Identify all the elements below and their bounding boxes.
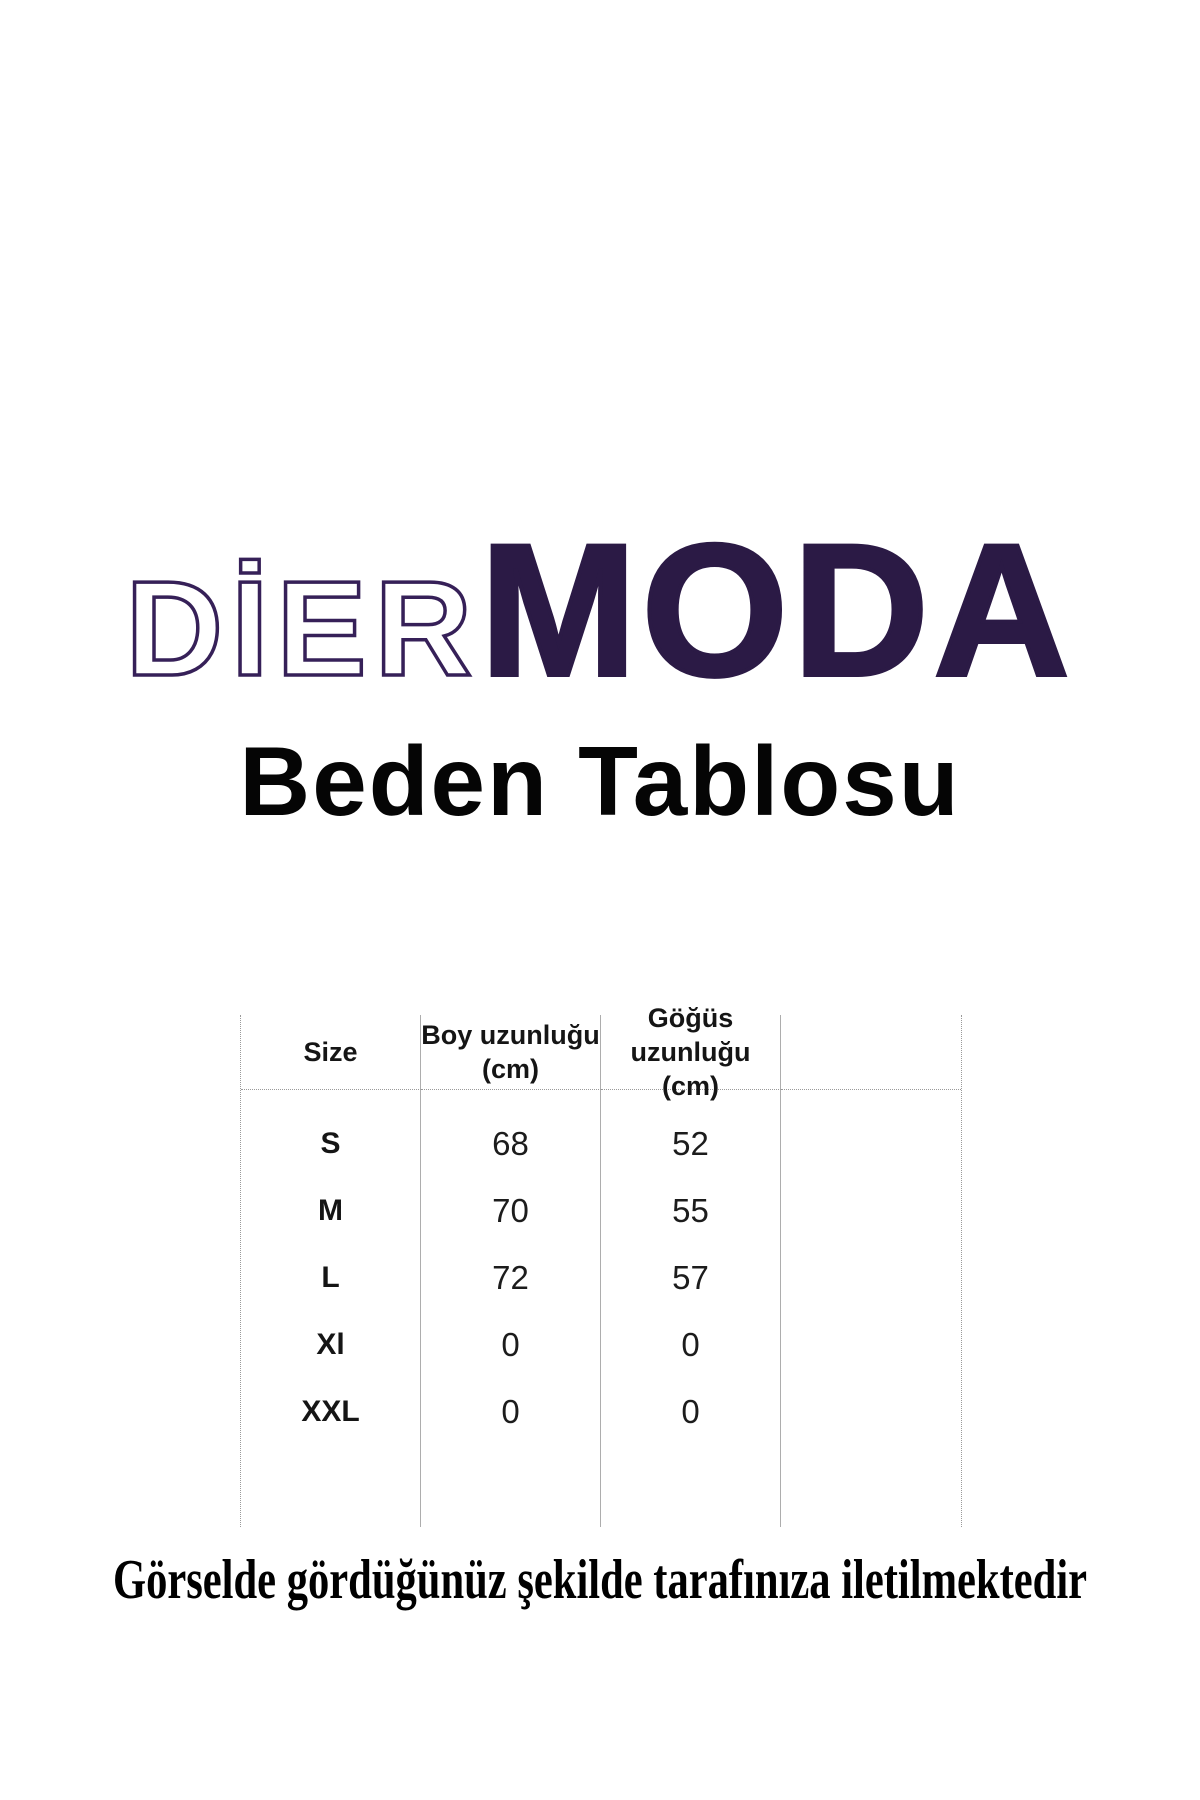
chest-value: 0: [601, 1378, 781, 1445]
column-header-size-label: Size: [303, 1037, 358, 1067]
size-table: [240, 1003, 962, 1527]
empty-cell: [781, 1110, 961, 1177]
filler-cell: [601, 1445, 781, 1527]
brand-logo: [0, 505, 1200, 715]
length-value: 0: [421, 1378, 601, 1445]
length-value: 72: [421, 1244, 601, 1311]
empty-cell: [781, 1378, 961, 1445]
column-header-chest-unit: (cm): [661, 1071, 719, 1101]
empty-cell: [781, 1177, 961, 1244]
length-value: 70: [421, 1177, 601, 1244]
brand-logo-outline-text: DİER: [125, 553, 481, 704]
chest-value: 55: [601, 1177, 781, 1244]
filler-cell: [781, 1445, 961, 1527]
length-value: 68: [421, 1110, 601, 1177]
spacer-cell: [601, 1090, 781, 1110]
filler-cell: [421, 1445, 601, 1527]
page-title: Beden Tablosu: [239, 726, 961, 836]
size-label: L: [241, 1244, 421, 1311]
column-header-length: [421, 1015, 601, 1090]
column-header-chest-label: Göğüs uzunluğu: [630, 1003, 751, 1067]
length-value: 0: [421, 1311, 601, 1378]
size-label: S: [241, 1110, 421, 1177]
empty-cell: [781, 1244, 961, 1311]
size-label: Xl: [241, 1311, 421, 1378]
column-header-length-unit: (cm): [481, 1054, 539, 1084]
size-label: XXL: [241, 1378, 421, 1445]
spacer-cell: [781, 1090, 961, 1110]
column-header-chest: [601, 1003, 781, 1101]
filler-cell: [241, 1445, 421, 1527]
empty-cell: [781, 1311, 961, 1378]
column-header-length-label: Boy uzunluğu: [421, 1020, 600, 1050]
spacer-cell: [421, 1090, 601, 1110]
chest-value: 52: [601, 1110, 781, 1177]
column-header-size: [241, 1015, 421, 1090]
chest-value: 57: [601, 1244, 781, 1311]
size-label: M: [241, 1177, 421, 1244]
brand-logo-solid-text: MODA: [480, 505, 1075, 715]
spacer-cell: [241, 1090, 421, 1110]
chest-value: 0: [601, 1311, 781, 1378]
column-header-empty: [781, 1015, 961, 1090]
footnote-text: Görselde gördüğünüz şekilde tarafınıza iletilmektedir: [112, 1549, 1088, 1611]
